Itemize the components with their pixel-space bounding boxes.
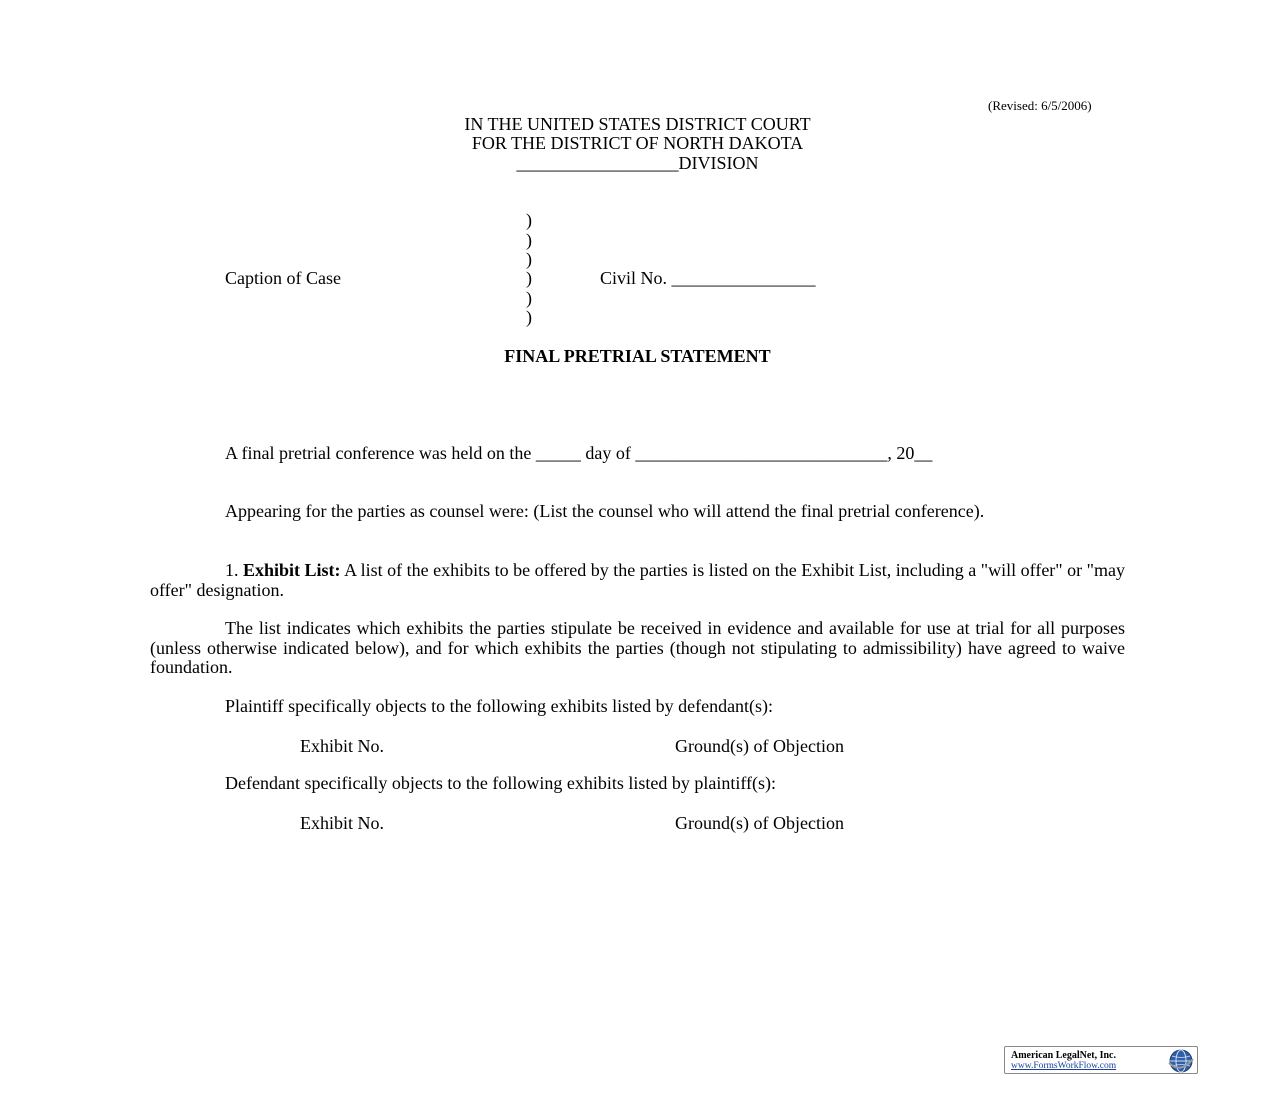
district-name: FOR THE DISTRICT OF NORTH DAKOTA	[471, 133, 804, 153]
american-legalnet-logo	[1004, 1046, 1198, 1074]
defendant-ground-objection-header: Ground(s) of Objection	[675, 813, 844, 833]
division-line: __________________DIVISION	[516, 153, 759, 173]
plaintiff-objects-paragraph: Plaintiff specifically objects to the following exhibits listed by defendant(s):	[225, 696, 774, 716]
exhibit-list-number: 1.	[225, 560, 239, 580]
revision-date: (Revised: 6/5/2006)	[988, 98, 1092, 113]
caption-paren: )	[526, 230, 532, 250]
logo-company-name: American LegalNet, Inc.	[1011, 1050, 1116, 1061]
forms-workflow-link[interactable]: www.FormsWorkFlow.com	[1011, 1061, 1117, 1071]
caption-paren: )	[526, 288, 532, 308]
caption-paren: )	[526, 268, 532, 288]
plaintiff-exhibit-no-header: Exhibit No.	[300, 736, 384, 756]
conference-paragraph: A final pretrial conference was held on the _____ day of ____________________________, 20__	[225, 443, 933, 463]
exhibit-list-text: A list of the exhibits to be offered by the parties is listed on the Exhibit List, including a "will offer" or "may offer" designation.	[150, 560, 1125, 600]
caption-paren: )	[526, 307, 532, 327]
exhibit-list-heading: Exhibit List:	[243, 560, 341, 580]
plaintiff-ground-objection-header: Ground(s) of Objection	[675, 736, 844, 756]
caption-paren: )	[526, 249, 532, 269]
caption-of-case-label: Caption of Case	[225, 268, 341, 288]
document-title: FINAL PRETRIAL STATEMENT	[504, 346, 771, 366]
defendant-exhibit-no-header: Exhibit No.	[300, 813, 384, 833]
caption-paren: )	[526, 210, 532, 230]
exhibit-list-paragraph	[150, 561, 1125, 600]
court-name: IN THE UNITED STATES DISTRICT COURT	[464, 114, 811, 134]
globe-icon	[1168, 1048, 1194, 1074]
appearing-paragraph: Appearing for the parties as counsel were: (List the counsel who will attend the final pretrial conference).	[225, 501, 985, 521]
defendant-objects-paragraph: Defendant specifically objects to the following exhibits listed by plaintiff(s):	[225, 773, 777, 793]
list-indicates-paragraph: The list indicates which exhibits the parties stipulate be received in evidence and available for use at trial for all purposes (unless otherwise indicated below), and for which exhibits the parties (though not stipulating to admissibility) have agreed to waive foundation.	[150, 618, 1125, 677]
civil-number-field: Civil No. ________________	[600, 268, 816, 288]
